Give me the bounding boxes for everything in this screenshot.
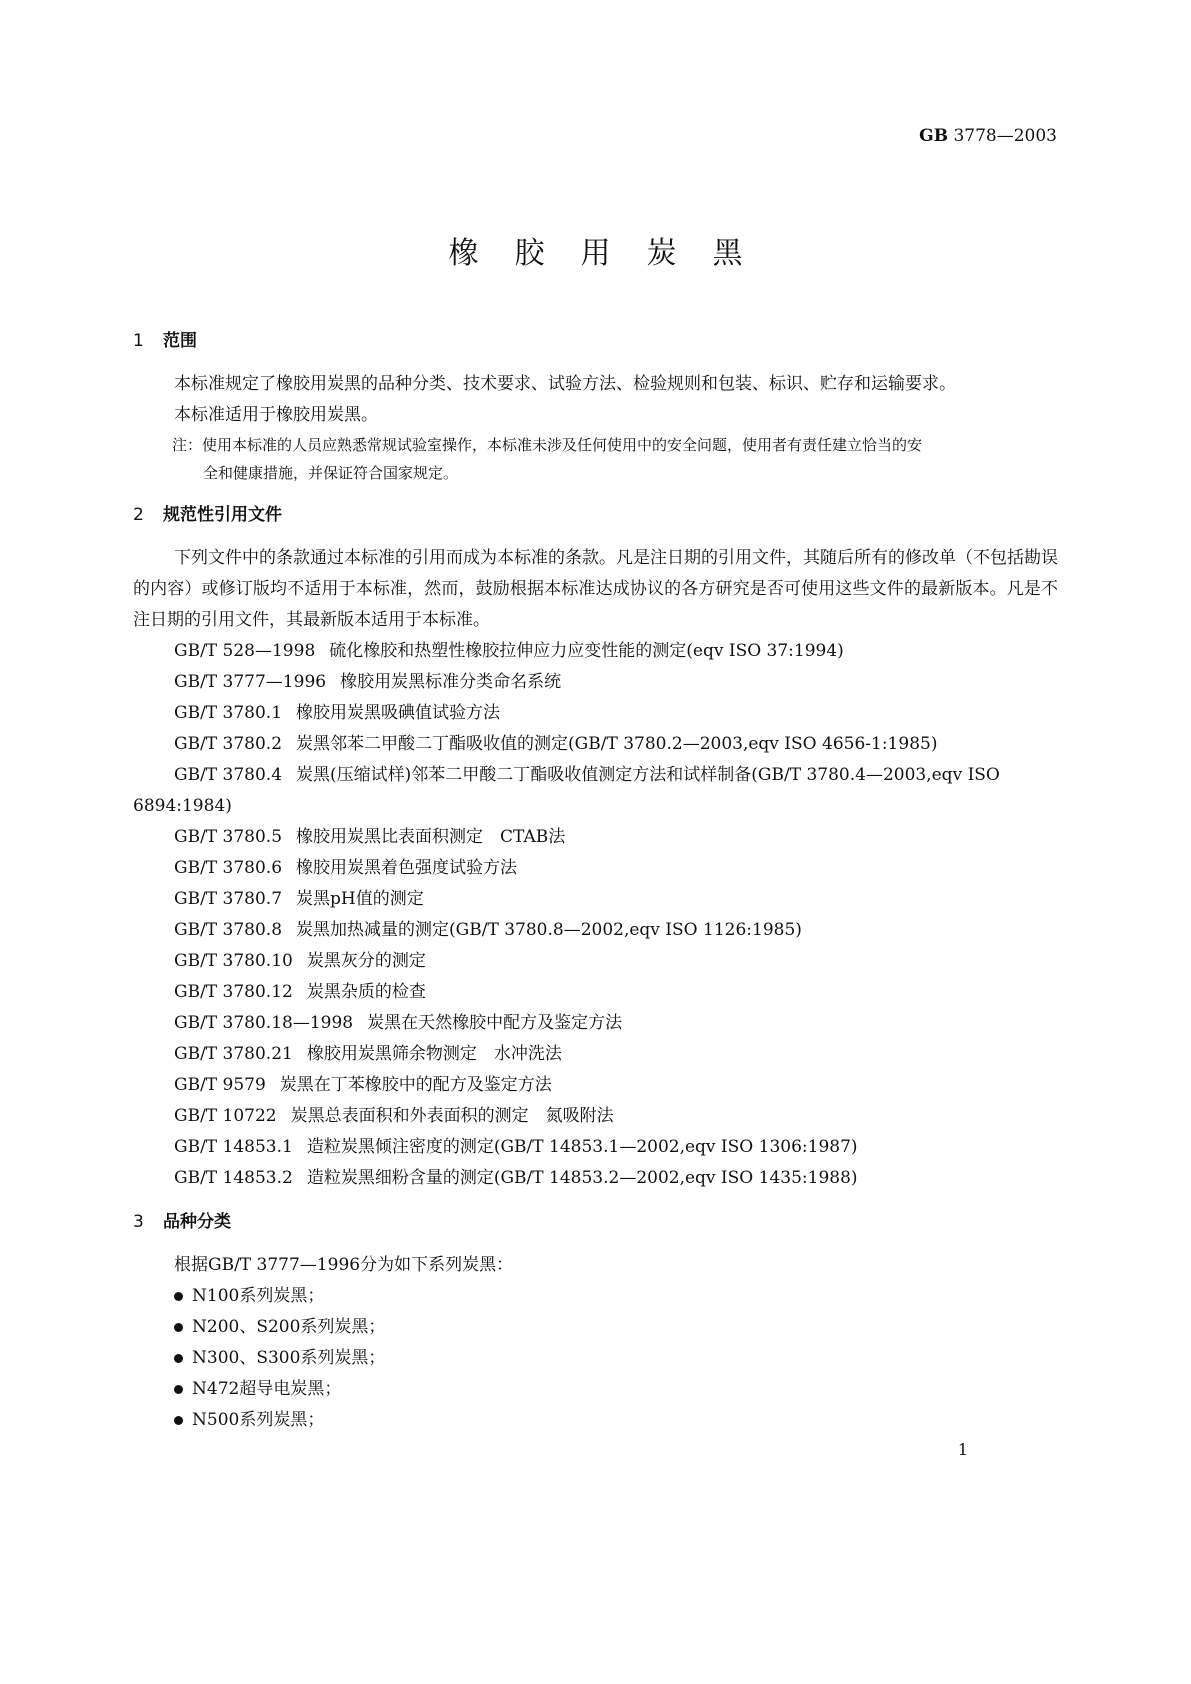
reference-item	[133, 915, 1058, 946]
section-heading	[133, 1208, 1058, 1236]
reference-title: 炭黑灰分的测定	[306, 951, 426, 971]
reference-title: 橡胶用炭黑标准分类命名系统	[340, 672, 562, 692]
reference-item	[133, 1101, 1058, 1132]
list-item	[133, 1343, 1058, 1374]
reference-title: 橡胶用炭黑比表面积测定 CTAB法	[296, 827, 566, 847]
paragraph: 本标准规定了橡胶用炭黑的品种分类、技术要求、试验方法、检验规则和包装、标识、贮存和运输要求。	[174, 374, 956, 394]
bullet-icon	[174, 1292, 183, 1301]
reference-item	[133, 729, 1058, 760]
bullet-icon	[174, 1385, 183, 1394]
standard-code	[919, 126, 1057, 146]
reference-code: GB/T 9579	[174, 1075, 266, 1095]
reference-title: 炭黑加热减量的测定(GB/T 3780.8—2002,eqv ISO 1126:1985)	[296, 920, 802, 940]
document-title: 橡胶用炭黑	[448, 236, 779, 271]
reference-code: GB/T 3780.5	[174, 827, 283, 847]
page-number: 1	[957, 1440, 968, 1459]
list-item	[133, 1281, 1058, 1312]
reference-code: GB/T 3780.7	[174, 889, 283, 909]
reference-item	[133, 667, 1058, 698]
section-heading	[133, 501, 1058, 529]
reference-title: 炭黑杂质的检查	[306, 982, 426, 1002]
standard-code-number: 3778—2003	[948, 126, 1057, 146]
section-number: 2	[133, 505, 144, 525]
list-item-text: N472超导电炭黑；	[192, 1379, 342, 1399]
note-continuation: 全和健康措施，并保证符合国家规定。	[203, 464, 459, 482]
list-item	[133, 1374, 1058, 1405]
section-title: 范围	[163, 331, 197, 351]
paragraph: 根据GB/T 3777—1996分为如下系列炭黑：	[174, 1255, 514, 1275]
reference-item	[133, 760, 1058, 822]
reference-code: GB/T 3780.2	[174, 734, 283, 754]
reference-title: 炭黑在天然橡胶中配方及鉴定方法	[367, 1013, 623, 1033]
list-item	[133, 1312, 1058, 1343]
reference-title: 炭黑总表面积和外表面积的测定 氮吸附法	[290, 1106, 614, 1126]
reference-title: 造粒炭黑细粉含量的测定(GB/T 14853.2—2002,eqv ISO 1435:1988)	[306, 1168, 858, 1188]
reference-code: GB/T 3780.21	[174, 1044, 293, 1064]
reference-code: GB/T 3780.8	[174, 920, 283, 940]
section-title: 规范性引用文件	[163, 505, 282, 525]
section-heading	[133, 327, 1058, 355]
list-item-text: N200、S200系列炭黑；	[192, 1317, 386, 1337]
reference-title: 炭黑邻苯二甲酸二丁酯吸收值的测定(GB/T 3780.2—2003,eqv ISO 4656-1:1985)	[296, 734, 938, 754]
reference-item	[133, 698, 1058, 729]
reference-title: 橡胶用炭黑吸碘值试验方法	[296, 703, 501, 723]
reference-title: 炭黑在丁苯橡胶中的配方及鉴定方法	[279, 1075, 552, 1095]
list-item-text: N500系列炭黑；	[192, 1410, 325, 1430]
bullet-icon	[174, 1323, 183, 1332]
reference-code: GB/T 3780.10	[174, 951, 293, 971]
reference-code: GB/T 3780.6	[174, 858, 283, 878]
reference-code: GB/T 3780.1	[174, 703, 283, 723]
reference-item	[133, 822, 1058, 853]
reference-list	[133, 636, 1058, 1194]
reference-code: GB/T 3780.12	[174, 982, 293, 1002]
reference-title: 炭黑pH值的测定	[296, 889, 424, 909]
note	[133, 431, 1058, 487]
reference-item	[133, 1132, 1058, 1163]
reference-title: 橡胶用炭黑着色强度试验方法	[296, 858, 518, 878]
note-lead: 注：使用本标准的人员应熟悉常规试验室操作，本标准未涉及任何使用中的安全问题，使用者有责任建立恰当的安	[172, 436, 923, 454]
reference-code: GB/T 10722	[174, 1106, 277, 1126]
section-number: 1	[133, 331, 144, 351]
reference-title: 炭黑(压缩试样)邻苯二甲酸二丁酯吸收值测定方法和试样制备(GB/T 3780.4—2003,eqv ISO 6894:1984)	[133, 765, 1000, 816]
list-item-text: N100系列炭黑；	[192, 1286, 325, 1306]
paragraph: 本标准适用于橡胶用炭黑。	[174, 405, 378, 425]
reference-code: GB/T 528—1998	[174, 641, 316, 661]
reference-title: 橡胶用炭黑筛余物测定 水冲洗法	[306, 1044, 562, 1064]
paragraph: 下列文件中的条款通过本标准的引用而成为本标准的条款。凡是注日期的引用文件，其随后所有的修改单（不包括勘误的内容）或修订版均不适用于本标准，然而，鼓励根据本标准达成协议的各方研究是否可使用这些文件的最新版本。凡是不注日期的引用文件，其最新版本适用于本标准。	[133, 548, 1058, 630]
reference-title: 造粒炭黑倾注密度的测定(GB/T 14853.1—2002,eqv ISO 1306:1987)	[306, 1137, 858, 1157]
list-item-text: N300、S300系列炭黑；	[192, 1348, 386, 1368]
reference-item	[133, 977, 1058, 1008]
reference-code: GB/T 14853.2	[174, 1168, 293, 1188]
document-body	[133, 327, 1058, 1436]
list-item	[133, 1405, 1058, 1436]
standard-code-prefix: GB	[919, 126, 949, 146]
reference-code: GB/T 14853.1	[174, 1137, 293, 1157]
reference-item	[133, 636, 1058, 667]
reference-title: 硫化橡胶和热塑性橡胶拉伸应力应变性能的测定(eqv ISO 37:1994)	[329, 641, 844, 661]
reference-code: GB/T 3780.18—1998	[174, 1013, 354, 1033]
reference-item	[133, 1008, 1058, 1039]
reference-item	[133, 853, 1058, 884]
reference-item	[133, 884, 1058, 915]
reference-item	[133, 1070, 1058, 1101]
reference-code: GB/T 3780.4	[174, 765, 283, 785]
reference-item	[133, 946, 1058, 977]
bullet-icon	[174, 1354, 183, 1363]
section-title: 品种分类	[163, 1212, 231, 1232]
reference-code: GB/T 3777—1996	[174, 672, 327, 692]
section-number: 3	[133, 1212, 144, 1232]
bullet-icon	[174, 1416, 183, 1425]
reference-item	[133, 1163, 1058, 1194]
reference-item	[133, 1039, 1058, 1070]
bullet-list	[133, 1281, 1058, 1436]
